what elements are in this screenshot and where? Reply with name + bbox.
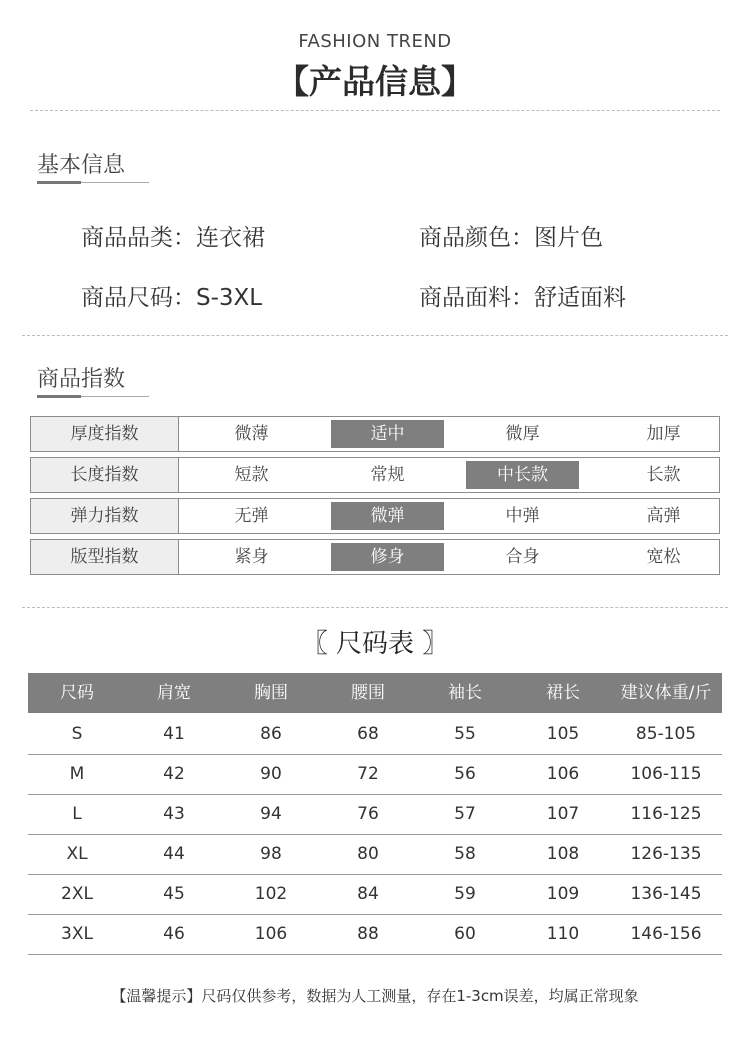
table-cell: XL bbox=[66, 844, 88, 864]
page-title: 【产品信息】 bbox=[276, 62, 474, 101]
table-cell: 102 bbox=[254, 884, 288, 904]
table-cell: 55 bbox=[454, 724, 476, 744]
index-option: 微薄 bbox=[234, 424, 269, 444]
index-row-label: 版型指数 bbox=[31, 540, 179, 574]
table-cell: 3XL bbox=[61, 924, 93, 944]
index-option: 高弹 bbox=[646, 506, 681, 526]
size-table-column-header: 腰围 bbox=[351, 683, 385, 703]
index-option: 短款 bbox=[234, 465, 269, 485]
index-option: 长款 bbox=[646, 465, 681, 485]
size-table-column-header: 尺码 bbox=[60, 683, 94, 703]
size-table-column-header: 建议体重/斤 bbox=[620, 683, 712, 703]
table-cell: 85-105 bbox=[635, 724, 697, 744]
table-cell: 108 bbox=[546, 844, 580, 864]
info-category: 商品品类：连衣裙 bbox=[81, 225, 265, 251]
index-option: 紧身 bbox=[234, 547, 269, 567]
table-cell: 59 bbox=[454, 884, 476, 904]
index-row bbox=[30, 457, 720, 493]
index-option-selected: 修身 bbox=[331, 543, 444, 571]
table-cell: 109 bbox=[546, 884, 580, 904]
table-cell: 46 bbox=[163, 924, 185, 944]
table-cell: 106 bbox=[546, 764, 580, 784]
table-cell: 76 bbox=[357, 804, 379, 824]
table-cell: 110 bbox=[546, 924, 580, 944]
index-row-label: 弹力指数 bbox=[31, 499, 179, 533]
table-cell: 116-125 bbox=[630, 804, 702, 824]
index-option: 合身 bbox=[505, 547, 540, 567]
product-index-heading: 商品指数 bbox=[37, 367, 126, 392]
index-row bbox=[30, 416, 720, 452]
table-cell: 105 bbox=[546, 724, 580, 744]
divider bbox=[22, 335, 728, 336]
table-cell: 136-145 bbox=[630, 884, 702, 904]
table-cell: 68 bbox=[357, 724, 379, 744]
table-cell: 94 bbox=[260, 804, 282, 824]
divider bbox=[22, 607, 728, 608]
table-cell: 56 bbox=[454, 764, 476, 784]
index-option: 中弹 bbox=[505, 506, 540, 526]
index-option-selected: 适中 bbox=[331, 420, 444, 448]
basic-info-heading: 基本信息 bbox=[37, 153, 126, 178]
size-table-column-header: 胸围 bbox=[254, 683, 288, 703]
table-cell: M bbox=[69, 764, 85, 784]
index-option-selected: 微弹 bbox=[331, 502, 444, 530]
info-color: 商品颜色：图片色 bbox=[419, 225, 603, 251]
size-table-title: 〖 尺码表 〗 bbox=[301, 629, 449, 659]
table-cell: 98 bbox=[260, 844, 282, 864]
table-cell: 72 bbox=[357, 764, 379, 784]
table-cell: 41 bbox=[163, 724, 185, 744]
size-table-column-header: 袖长 bbox=[448, 683, 482, 703]
table-cell: 86 bbox=[260, 724, 282, 744]
table-cell: 42 bbox=[163, 764, 185, 784]
brand-subtitle: FASHION TREND bbox=[298, 31, 452, 52]
table-cell: 80 bbox=[357, 844, 379, 864]
table-cell: 146-156 bbox=[630, 924, 702, 944]
size-table-column-header: 裙长 bbox=[546, 683, 580, 703]
size-table-header bbox=[28, 673, 722, 713]
heading-accent bbox=[37, 181, 81, 184]
table-cell: 45 bbox=[163, 884, 185, 904]
table-cell: 126-135 bbox=[630, 844, 702, 864]
index-option: 常规 bbox=[370, 465, 405, 485]
table-row bbox=[28, 874, 722, 915]
index-option: 微厚 bbox=[505, 424, 540, 444]
table-row bbox=[28, 914, 722, 955]
table-cell: 106 bbox=[254, 924, 288, 944]
table-cell: 90 bbox=[260, 764, 282, 784]
index-row bbox=[30, 498, 720, 534]
table-row bbox=[28, 794, 722, 835]
table-cell: 60 bbox=[454, 924, 476, 944]
index-option: 宽松 bbox=[646, 547, 681, 567]
table-row bbox=[28, 714, 722, 755]
table-cell: 44 bbox=[163, 844, 185, 864]
info-size: 商品尺码：S-3XL bbox=[81, 285, 263, 311]
heading-accent bbox=[37, 395, 81, 398]
table-cell: 107 bbox=[546, 804, 580, 824]
size-table-column-header: 肩宽 bbox=[157, 683, 191, 703]
table-cell: L bbox=[72, 804, 82, 824]
index-row-label: 厚度指数 bbox=[31, 417, 179, 451]
divider bbox=[30, 110, 720, 111]
index-row-label: 长度指数 bbox=[31, 458, 179, 492]
table-cell: 2XL bbox=[61, 884, 93, 904]
table-row bbox=[28, 834, 722, 875]
info-fabric: 商品面料：舒适面料 bbox=[419, 285, 626, 311]
table-cell: S bbox=[71, 724, 83, 744]
table-cell: 57 bbox=[454, 804, 476, 824]
index-option: 加厚 bbox=[646, 424, 681, 444]
table-row bbox=[28, 754, 722, 795]
table-cell: 106-115 bbox=[630, 764, 702, 784]
index-option-selected: 中长款 bbox=[466, 461, 579, 489]
table-cell: 88 bbox=[357, 924, 379, 944]
table-cell: 43 bbox=[163, 804, 185, 824]
size-note: 【温馨提示】尺码仅供参考，数据为人工测量，存在1-3cm误差，均属正常现象 bbox=[111, 987, 639, 1005]
table-cell: 84 bbox=[357, 884, 379, 904]
index-row bbox=[30, 539, 720, 575]
index-option: 无弹 bbox=[234, 506, 269, 526]
table-cell: 58 bbox=[454, 844, 476, 864]
